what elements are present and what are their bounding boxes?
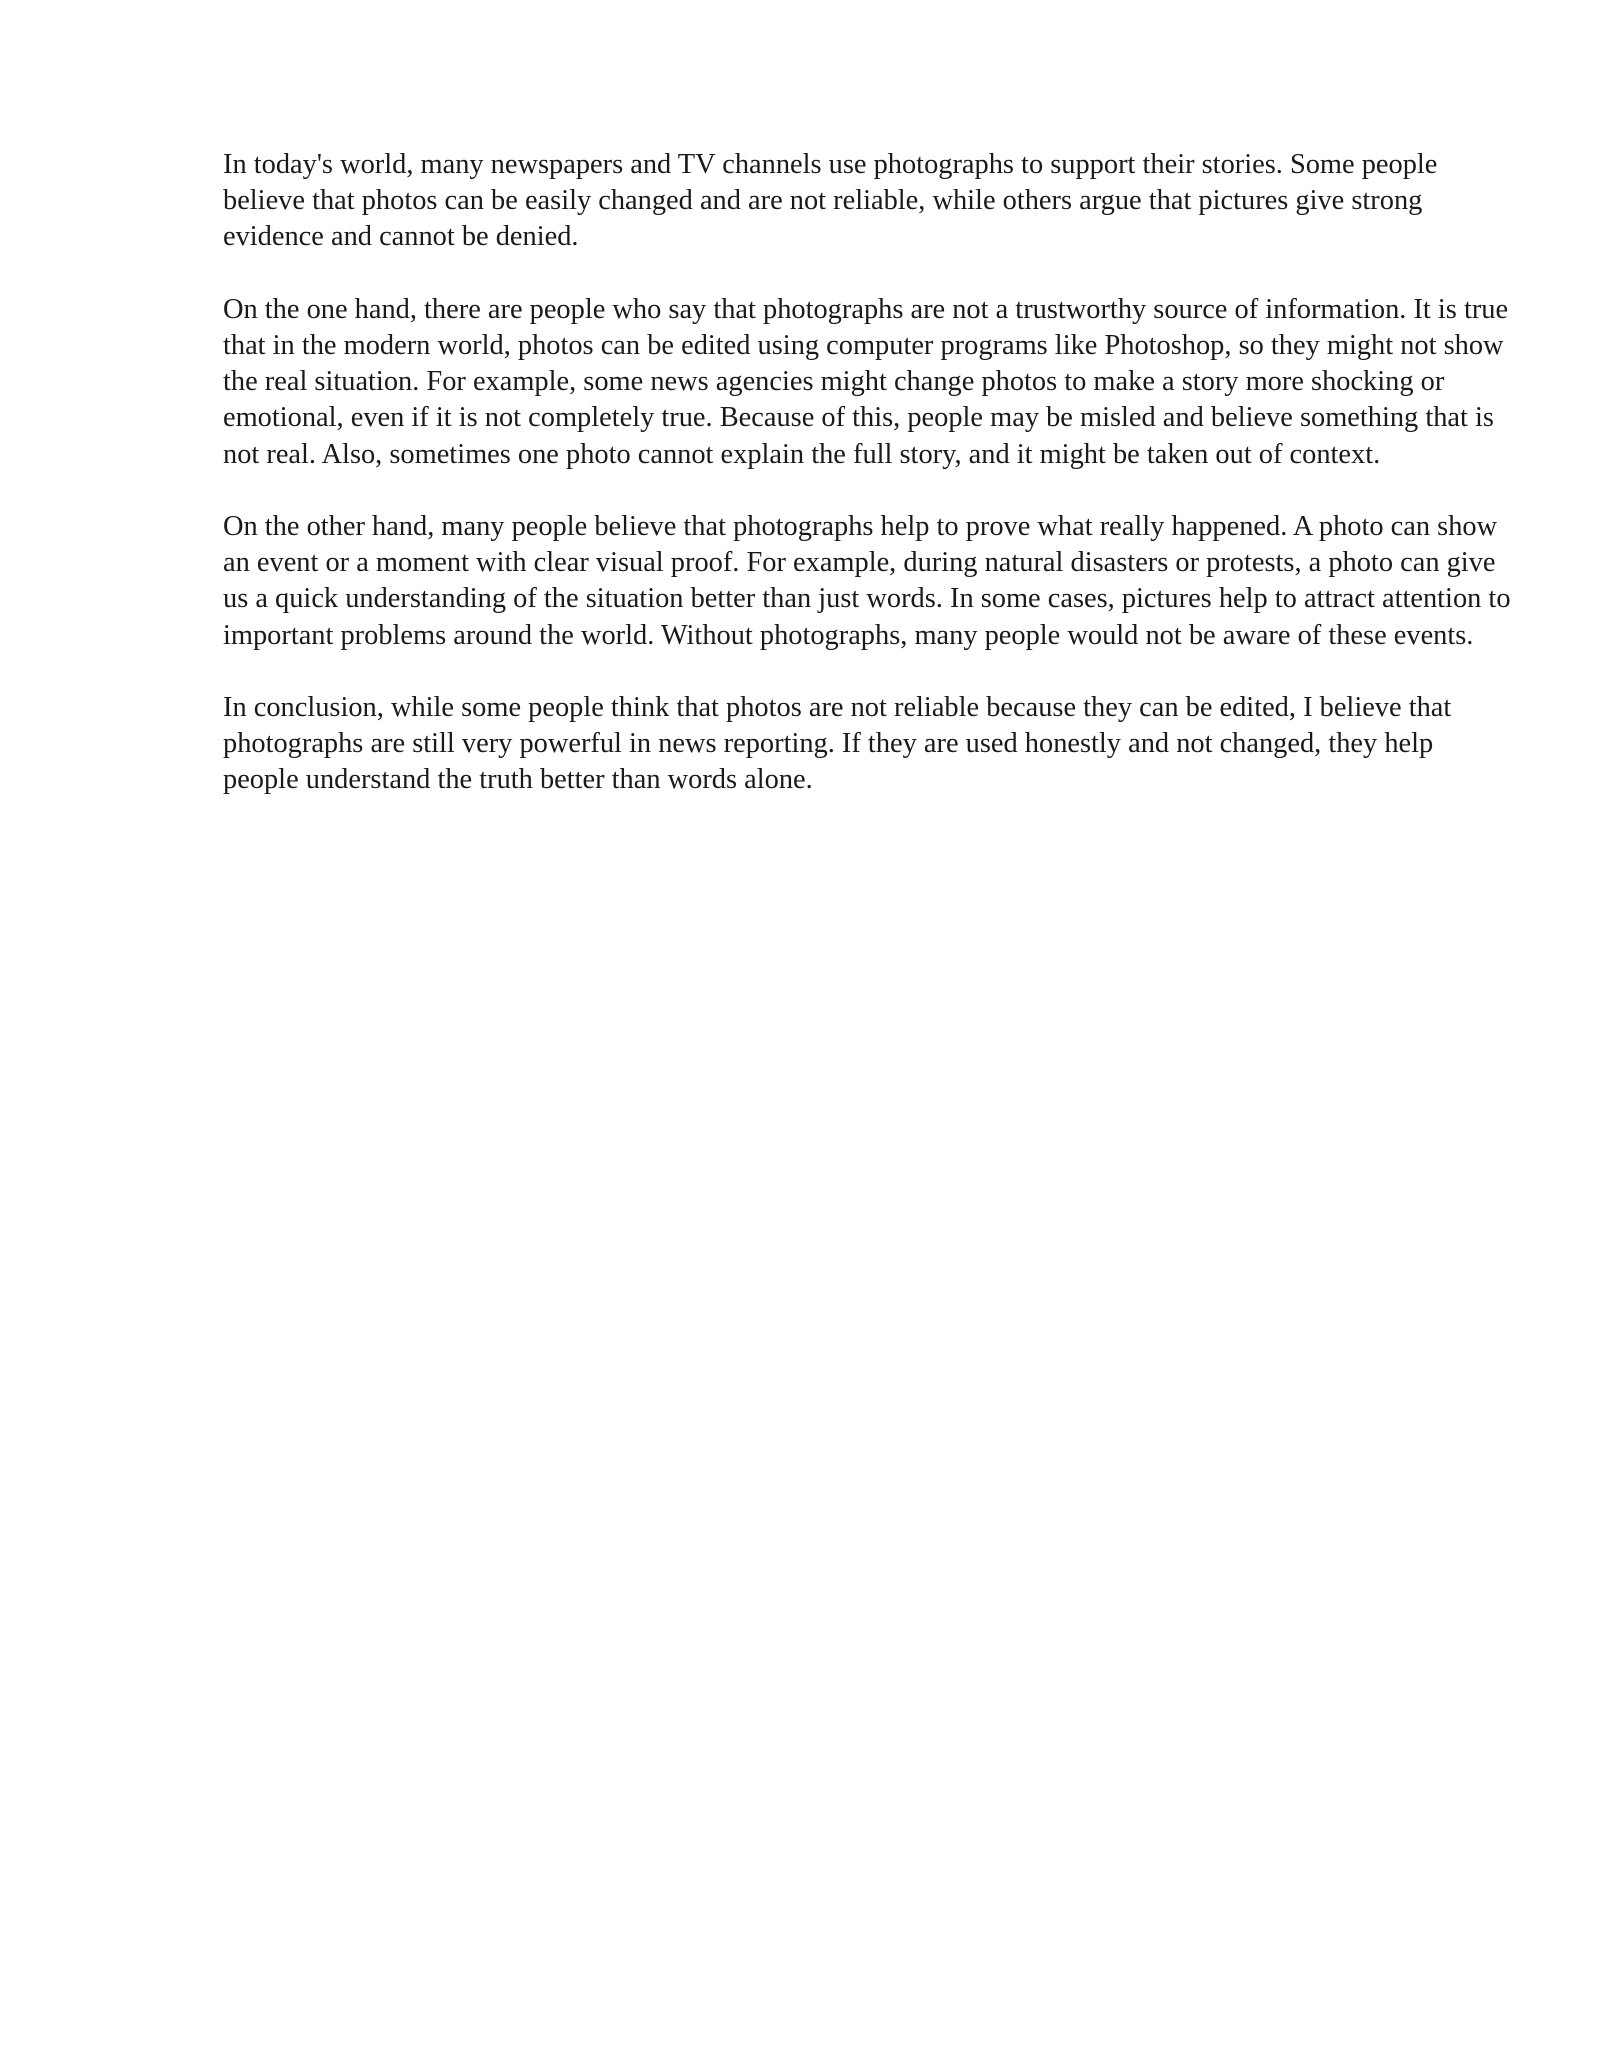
paragraph-conclusion: In conclusion, while some people think that photos are not reliable because they can be edited, I believe that photographs are still very powerful in news reporting. If they are used honestly and not changed, they help people understand the truth better than words alone. bbox=[223, 692, 1452, 796]
essay-body bbox=[223, 147, 1513, 799]
paragraph-against: On the one hand, there are people who say that photographs are not a trustworthy source of information. It is true that in the modern world, photos can be edited using computer programs like Photoshop, so they might not show the real situation. For example, some news agencies might change photos to make a story more shocking or emotional, even if it is not completely true. Because of this, people may be misled and believe something that is not real. Also, sometimes one photo cannot explain the full story, and it might be taken out of context. bbox=[223, 293, 1509, 470]
paragraph-for: On the other hand, many people believe that photographs help to prove what really happened. A photo can show an event or a moment with clear visual proof. For example, during natural disasters or protests, a photo can give us a quick understanding of the situation better than just words. In some cases, pictures help to attract attention to important problems around the world. Without photographs, many people would not be aware of these events. bbox=[223, 511, 1511, 651]
paragraph-introduction: In today's world, many newspapers and TV channels use photographs to support their stories. Some people believe that photos can be easily changed and are not reliable, while others argue that pictures give strong evidence and cannot be denied. bbox=[223, 149, 1438, 253]
